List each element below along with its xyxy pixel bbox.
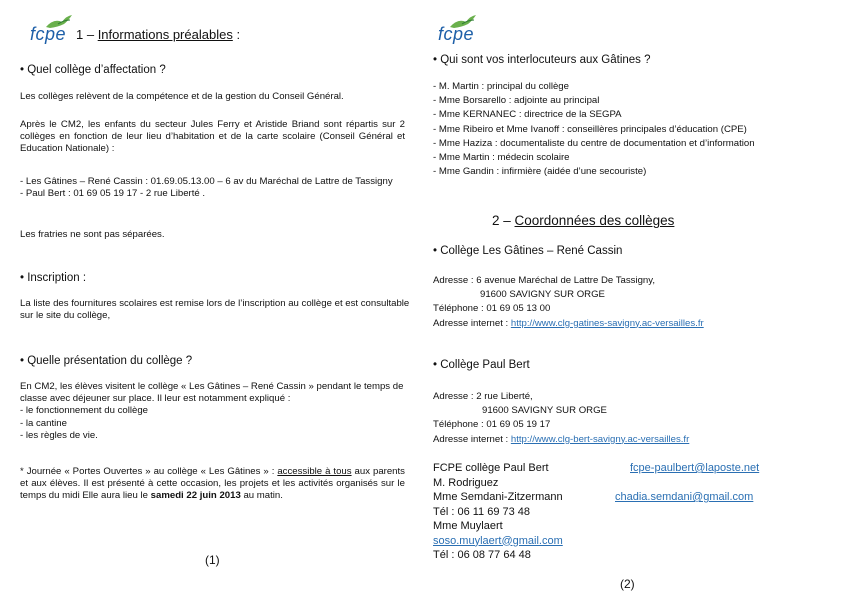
rep-email-link[interactable]: soso.muylaert@gmail.com <box>433 534 563 547</box>
contact-item: - Mme Haziza : documentaliste du centre de documentation et d’information <box>433 137 755 149</box>
gatines-address: Adresse : 6 avenue Maréchal de Lattre De Tassigny, <box>433 275 656 286</box>
paragraph-visite <box>20 381 410 442</box>
visite-item: - les règles de vie. <box>20 429 98 441</box>
fcpe-contacts <box>433 461 613 563</box>
section-number: 1 – <box>76 27 98 42</box>
rep-name: Mme Semdani-Zitzermann <box>433 491 563 503</box>
rep-name: M. Rodriguez <box>433 476 499 489</box>
gatines-web-row <box>433 317 833 331</box>
portes-ouvertes-underline: accessible à tous <box>277 466 352 477</box>
fcpe-logo-left <box>30 14 70 44</box>
gatines-website-link[interactable]: http://www.clg-gatines-savigny.ac-versailles.fr <box>510 317 704 329</box>
fcpe-logo-right <box>438 14 478 44</box>
visite-intro: En CM2, les élèves visitent le collège « Les Gâtines – René Cassin » pendant le temps de classe avec déjeuner sur place. Il leur est notamment expliqué : <box>20 381 404 405</box>
logo-text: fcpe <box>30 24 67 44</box>
section-title-suffix: : <box>232 27 241 42</box>
paragraph-competence: Les collèges relèvent de la compétence et de la gestion du Conseil Général. <box>20 91 344 102</box>
portes-ouvertes-date: samedi 22 juin 2013 <box>150 490 241 502</box>
question-affectation: • Quel collège d’affectation ? <box>20 64 166 76</box>
college-gatines-details <box>433 274 833 331</box>
paulbert-phone: Téléphone : 01 69 05 19 17 <box>433 419 551 431</box>
contact-item: - M. Martin : principal du collège <box>433 81 569 92</box>
paulbert-website-link[interactable]: http://www.clg-bert-savigny.ac-versailles.fr <box>510 433 690 445</box>
paragraph-fratries: Les fratries ne sont pas séparées. <box>20 229 165 240</box>
college-paulbert-heading: • Collège Paul Bert <box>433 359 530 371</box>
portes-ouvertes-text-c: au matin. <box>240 490 283 502</box>
paragraph-colleges <box>20 176 408 200</box>
web-label: Adresse internet : <box>433 317 511 329</box>
section-number: 2 – <box>492 213 515 228</box>
page-number-right: (2) <box>620 577 635 591</box>
question-inscription: • Inscription : <box>20 272 87 284</box>
portes-ouvertes-text-a: * Journée « Portes Ouvertes » au collège « Les Gâtines » : <box>20 466 278 477</box>
gatines-phone: Téléphone : 01 69 05 13 00 <box>433 303 551 315</box>
contact-item: - Mme Martin : médecin scolaire <box>433 152 570 164</box>
section-title-2 <box>492 213 674 228</box>
college-gatines-heading: • Collège Les Gâtines – René Cassin <box>433 245 623 257</box>
section-title-text: Informations préalables <box>97 27 233 42</box>
paulbert-web-row <box>433 433 833 447</box>
page-number-left: (1) <box>205 553 220 567</box>
rep-email-link[interactable]: chadia.semdani@gmail.com <box>615 491 754 503</box>
fcpe-email-link[interactable]: fcpe-paulbert@laposte.net <box>630 462 760 474</box>
contact-item: - Mme Ribeiro et Mme Ivanoff : conseillères principales d’éducation (CPE) <box>433 123 747 135</box>
rep-phone: Tél : 06 08 77 64 48 <box>433 549 531 561</box>
logo-text: fcpe <box>438 24 475 44</box>
question-presentation: • Quelle présentation du collège ? <box>20 355 193 367</box>
portes-ouvertes-text-b: aux parents et aux élèves. Il est présenté à cette occasion, les projets et les activités organisés sur le temps du midi Elle aura lieu le <box>20 466 405 502</box>
paragraph-fournitures: La liste des fournitures scolaires est remise lors de l’inscription au collège et est consultable sur le site du collège, <box>20 298 410 322</box>
contact-item: - Mme Gandin : infirmière (aidée d’une secouriste) <box>433 166 647 178</box>
section-title-text: Coordonnées des collèges <box>514 213 675 228</box>
question-interlocuteurs: • Qui sont vos interlocuteurs aux Gâtines ? <box>433 54 651 66</box>
contact-item: - Mme KERNANEC : directrice de la SEGPA <box>433 109 622 121</box>
web-label: Adresse internet : <box>433 433 511 445</box>
college-gatines-line: - Les Gâtines – René Cassin : 01.69.05.13.00 – 6 av du Maréchal de Lattre de Tassigny <box>20 176 393 187</box>
gatines-city: 91600 SAVIGNY SUR ORGE <box>480 289 605 301</box>
college-paulbert-line: - Paul Bert : 01 69 05 19 17 - 2 rue Liberté . <box>20 188 206 200</box>
paragraph-repartition: Après le CM2, les enfants du secteur Jules Ferry et Aristide Briand sont répartis sur 2 collèges en fonction de leur lieu d’habitation et de la carte scolaire (Conseil Général et Education Nationale) : <box>20 119 405 155</box>
fcpe-title: FCPE collège Paul Bert <box>433 462 549 474</box>
visite-item: - le fonctionnement du collège <box>20 405 148 417</box>
contacts-list <box>433 80 833 179</box>
paulbert-city: 91600 SAVIGNY SUR ORGE <box>482 405 607 417</box>
contact-item: - Mme Borsarello : adjointe au principal <box>433 95 600 107</box>
visite-item: - la cantine <box>20 417 67 429</box>
paragraph-portes-ouvertes <box>20 466 405 503</box>
section-title-1 <box>76 27 240 42</box>
paulbert-address: Adresse : 2 rue Liberté, <box>433 391 533 402</box>
college-paulbert-details <box>433 390 833 447</box>
rep-phone: Tél : 06 11 69 73 48 <box>433 505 531 518</box>
rep-name: Mme Muylaert <box>433 520 503 532</box>
